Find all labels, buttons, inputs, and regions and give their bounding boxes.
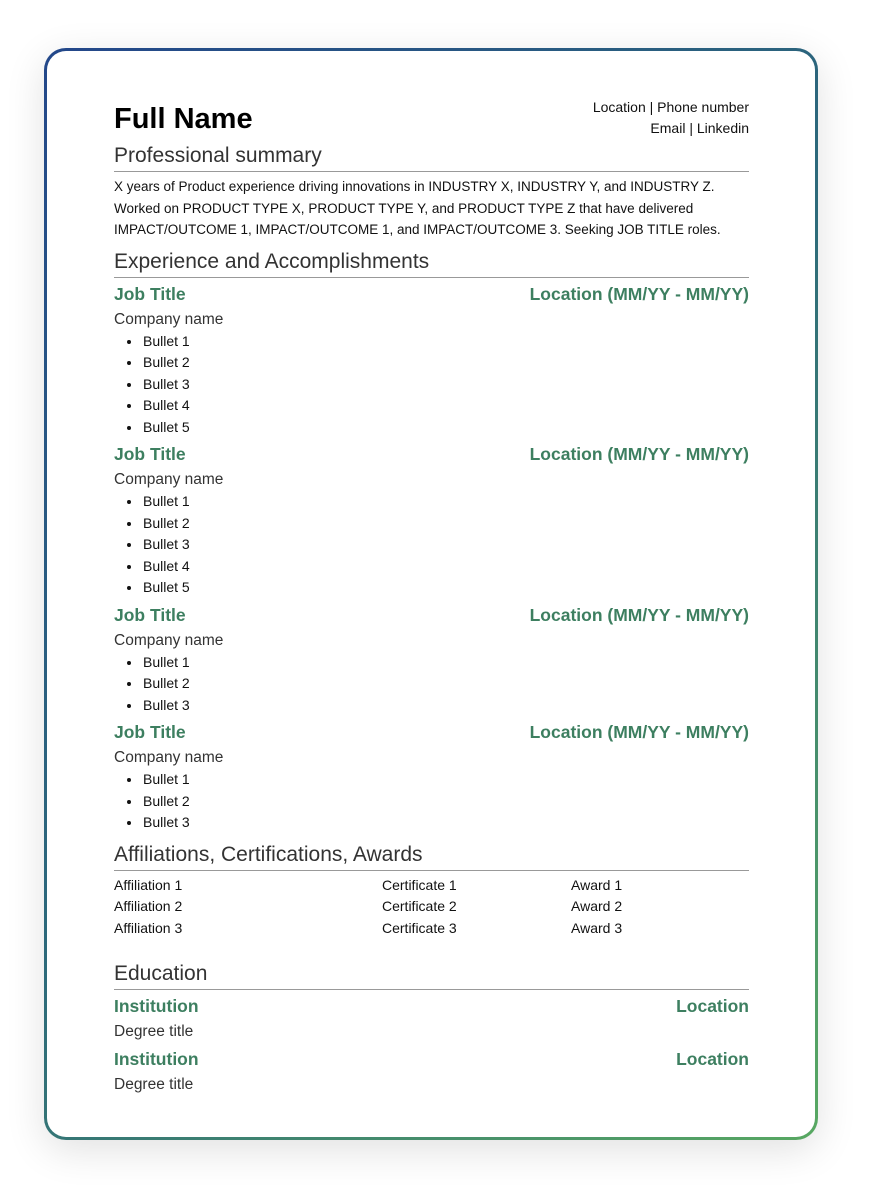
summary-text: X years of Product experience driving innovations in INDUSTRY X, INDUSTRY Y, and INDUSTRY Z. Worked on PRODUCT TYPE X, PRODUCT TYPE Y, and PRODUCT TYPE Z that have delivered IMPACT/OUTCOME 1, IMPACT/OUTCOME 1, and IMPACT/OUTCOME 3. Seeking JOB TITLE roles. [114, 179, 721, 237]
job-title: Job Title [114, 444, 186, 464]
job-entry [114, 442, 749, 599]
certificate-item: Certificate 1 [382, 876, 457, 893]
company-name: Company name [114, 310, 224, 328]
company-name: Company name [114, 631, 224, 649]
contact-info [593, 97, 749, 139]
company-name: Company name [114, 749, 224, 766]
certificate-item: Certificate 2 [382, 898, 457, 914]
award-item: Award 2 [571, 898, 623, 914]
bullet-item: • Bullet 1 [142, 652, 749, 674]
bullet-item: • Bullet 2 [142, 352, 749, 374]
affiliation-item: Affiliation 2 [114, 898, 183, 914]
bullet-item: • Bullet 2 [142, 673, 749, 695]
affiliations-grid [114, 875, 749, 940]
job-bullets [114, 652, 749, 717]
bullet-item: • Bullet 3 [142, 695, 749, 717]
resume-page [114, 93, 749, 1096]
bullet-item: • Bullet 4 [142, 395, 749, 417]
section-title-affiliations: Affiliations, Certifications, Awards [114, 842, 749, 871]
section-title-summary: Professional summary [114, 143, 749, 172]
bullet-item: • Bullet 1 [142, 491, 749, 513]
affiliation-item: Affiliation 3 [114, 919, 183, 936]
bullet-item: • Bullet 2 [142, 513, 749, 535]
job-location: Location (MM/YY - MM/YY) [529, 604, 749, 625]
institution-name: Institution [114, 996, 199, 1016]
resume-frame [44, 48, 818, 1140]
job-entry [114, 603, 749, 717]
bullet-item: • Bullet 5 [142, 417, 749, 439]
institution-location: Location [676, 1049, 749, 1069]
company-name: Company name [114, 471, 224, 488]
degree-title: Degree title [114, 1023, 194, 1040]
bullet-item: • Bullet 1 [142, 769, 749, 791]
contact-line-email-linkedin: Email | Linkedin [650, 120, 749, 136]
affiliation-item: Affiliation 1 [114, 876, 183, 893]
job-bullets [114, 769, 749, 834]
bullet-item: • Bullet 3 [142, 812, 749, 834]
certificate-item: Certificate 3 [382, 919, 457, 936]
job-location: Location (MM/YY - MM/YY) [529, 283, 749, 304]
job-entry [114, 282, 749, 439]
bullet-item: • Bullet 2 [142, 791, 749, 813]
contact-line-location-phone: Location | Phone number [592, 99, 749, 115]
job-location: Location (MM/YY - MM/YY) [529, 722, 749, 742]
job-title: Job Title [114, 604, 186, 625]
job-title: Job Title [114, 283, 186, 304]
bullet-item: • Bullet 3 [142, 534, 749, 556]
job-location: Location (MM/YY - MM/YY) [529, 444, 749, 464]
resume-card [47, 51, 815, 1137]
bullet-item: • Bullet 1 [142, 331, 749, 353]
bullet-item: • Bullet 4 [142, 556, 749, 578]
institution-name: Institution [114, 1049, 199, 1069]
degree-title: Degree title [114, 1076, 194, 1093]
education-entry [114, 994, 749, 1043]
bullet-item: • Bullet 3 [142, 374, 749, 396]
bullet-item: • Bullet 5 [142, 577, 749, 599]
job-bullets [114, 491, 749, 599]
job-entry [114, 720, 749, 834]
full-name: Full Name [114, 103, 253, 135]
institution-location: Location [676, 996, 749, 1016]
section-title-education: Education [114, 961, 749, 990]
award-item: Award 1 [571, 876, 623, 893]
section-title-experience: Experience and Accomplishments [114, 249, 749, 278]
job-bullets [114, 331, 749, 439]
education-entry [114, 1047, 749, 1096]
award-item: Award 3 [571, 919, 623, 936]
job-title: Job Title [114, 722, 186, 742]
